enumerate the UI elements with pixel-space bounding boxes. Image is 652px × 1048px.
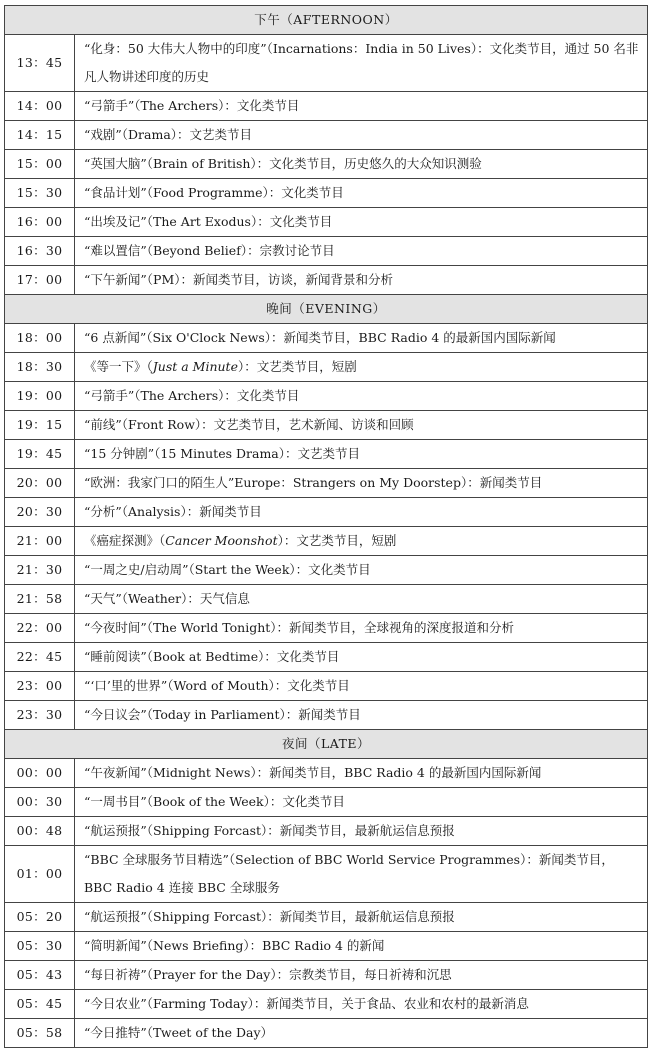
program-cell: “今日农业”（Farming Today）：新闻类节目，关于食品、农业和农村的最新消息 (75, 990, 648, 1019)
program-description: ）：文艺类节目，短剧 (237, 359, 357, 374)
time-cell: 05：30 (5, 932, 75, 961)
program-cell: “前线”（Front Row）：文艺类节目，艺术新闻、访谈和回顾 (75, 411, 648, 440)
time-cell: 18：00 (5, 324, 75, 353)
program-cell: “天气”（Weather）：天气信息 (75, 585, 648, 614)
section-header (5, 295, 648, 324)
table-row (5, 353, 648, 382)
table-row (5, 498, 648, 527)
table-row (5, 324, 648, 353)
time-cell: 15：00 (5, 150, 75, 179)
program-cell: “一周书目”（Book of the Week）：文化类节目 (75, 788, 648, 817)
section-title: 夜间（LATE） (5, 730, 648, 759)
time-cell: 01：00 (5, 846, 75, 903)
time-cell: 14：00 (5, 92, 75, 121)
program-cell: “每日祈祷”（Prayer for the Day）：宗教类节目，每日祈祷和沉思 (75, 961, 648, 990)
table-row (5, 440, 648, 469)
program-cell: “弓箭手”（The Archers）：文化类节目 (75, 382, 648, 411)
time-cell: 21：00 (5, 527, 75, 556)
time-cell: 00：30 (5, 788, 75, 817)
table-row (5, 150, 648, 179)
time-cell: 21：58 (5, 585, 75, 614)
program-cell: “今日推特”（Tweet of the Day） (75, 1019, 648, 1048)
table-row (5, 411, 648, 440)
section-title: 晚间（EVENING） (5, 295, 648, 324)
program-title-pre: 《癌症探测》（ (84, 533, 166, 548)
table-row (5, 759, 648, 788)
time-cell: 19：00 (5, 382, 75, 411)
section-title: 下午（AFTERNOON） (5, 6, 648, 35)
time-cell: 14：15 (5, 121, 75, 150)
table-row (5, 932, 648, 961)
time-cell: 05：45 (5, 990, 75, 1019)
program-cell: “出埃及记”（The Art Exodus）：文化类节目 (75, 208, 648, 237)
time-cell: 21：30 (5, 556, 75, 585)
table-row (5, 961, 648, 990)
program-cell: “今日议会”（Today in Parliament）：新闻类节目 (75, 701, 648, 730)
program-description: ）：文艺类节目，短剧 (277, 533, 397, 548)
table-row (5, 1019, 648, 1048)
program-cell: “弓箭手”（The Archers）：文化类节目 (75, 92, 648, 121)
program-cell: “化身：50 大伟大人物中的印度”（Incarnations：India in 50 Lives）：文化类节目，通过 50 名非凡人物讲述印度的历史 (75, 35, 648, 92)
table-row (5, 990, 648, 1019)
table-row (5, 701, 648, 730)
table-row (5, 556, 648, 585)
table-row (5, 208, 648, 237)
table-row (5, 672, 648, 701)
time-cell: 23：00 (5, 672, 75, 701)
time-cell: 05：43 (5, 961, 75, 990)
table-row (5, 585, 648, 614)
program-cell: “航运预报”（Shipping Forcast）：新闻类节目，最新航运信息预报 (75, 903, 648, 932)
time-cell: 05：58 (5, 1019, 75, 1048)
time-cell: 13：45 (5, 35, 75, 92)
time-cell: 00：00 (5, 759, 75, 788)
program-cell: “戏剧”（Drama）：文艺类节目 (75, 121, 648, 150)
table-row (5, 643, 648, 672)
time-cell: 00：48 (5, 817, 75, 846)
program-cell: “分析”（Analysis）：新闻类节目 (75, 498, 648, 527)
time-cell: 20：30 (5, 498, 75, 527)
program-cell (75, 527, 648, 556)
time-cell: 23：30 (5, 701, 75, 730)
time-cell: 16：30 (5, 237, 75, 266)
program-cell: “航运预报”（Shipping Forcast）：新闻类节目，最新航运信息预报 (75, 817, 648, 846)
table-row (5, 237, 648, 266)
time-cell: 17：00 (5, 266, 75, 295)
program-cell: “欧洲：我家门口的陌生人”Europe：Strangers on My Doorstep）：新闻类节目 (75, 469, 648, 498)
table-row (5, 817, 648, 846)
schedule-table (4, 5, 648, 1048)
table-row (5, 35, 648, 92)
table-row (5, 382, 648, 411)
table-row (5, 527, 648, 556)
time-cell: 05：20 (5, 903, 75, 932)
table-row (5, 266, 648, 295)
table-row (5, 788, 648, 817)
program-cell: “6 点新闻”（Six O'Clock News）：新闻类节目，BBC Radio 4 的最新国内国际新闻 (75, 324, 648, 353)
section-header (5, 730, 648, 759)
schedule-body (5, 6, 648, 1048)
program-cell: “简明新闻”（News Briefing）：BBC Radio 4 的新闻 (75, 932, 648, 961)
time-cell: 20：00 (5, 469, 75, 498)
program-cell: “下午新闻”（PM）：新闻类节目，访谈，新闻背景和分析 (75, 266, 648, 295)
program-title-italic: Just a Minute (152, 359, 238, 374)
time-cell: 15：30 (5, 179, 75, 208)
time-cell: 22：00 (5, 614, 75, 643)
program-cell: “一周之史/启动周”（Start the Week）：文化类节目 (75, 556, 648, 585)
program-cell: “午夜新闻”（Midnight News）：新闻类节目，BBC Radio 4 的最新国内国际新闻 (75, 759, 648, 788)
time-cell: 16：00 (5, 208, 75, 237)
time-cell: 19：15 (5, 411, 75, 440)
table-row (5, 121, 648, 150)
time-cell: 18：30 (5, 353, 75, 382)
program-cell: “‘口’里的世界”（Word of Mouth）：文化类节目 (75, 672, 648, 701)
program-cell: “食品计划”（Food Programme）：文化类节目 (75, 179, 648, 208)
program-cell: “难以置信”（Beyond Belief）：宗教讨论节目 (75, 237, 648, 266)
table-row (5, 903, 648, 932)
time-cell: 19：45 (5, 440, 75, 469)
program-cell: “BBC 全球服务节目精选”（Selection of BBC World Service Programmes）：新闻类节目，BBC Radio 4 连接 BBC 全球服务 (75, 846, 648, 903)
section-header (5, 6, 648, 35)
program-title-pre: 《等一下》（ (84, 359, 153, 374)
table-row (5, 469, 648, 498)
program-cell (75, 353, 648, 382)
program-cell: “睡前阅读”（Book at Bedtime）：文化类节目 (75, 643, 648, 672)
program-cell: “15 分钟剧”（15 Minutes Drama）：文艺类节目 (75, 440, 648, 469)
program-title-italic: Cancer Moonshot (165, 533, 278, 548)
table-row (5, 846, 648, 903)
table-row (5, 614, 648, 643)
table-row (5, 179, 648, 208)
table-row (5, 92, 648, 121)
program-cell: “今夜时间”（The World Tonight）：新闻类节目，全球视角的深度报道和分析 (75, 614, 648, 643)
program-cell: “英国大脑”（Brain of British）：文化类节目，历史悠久的大众知识测验 (75, 150, 648, 179)
time-cell: 22：45 (5, 643, 75, 672)
